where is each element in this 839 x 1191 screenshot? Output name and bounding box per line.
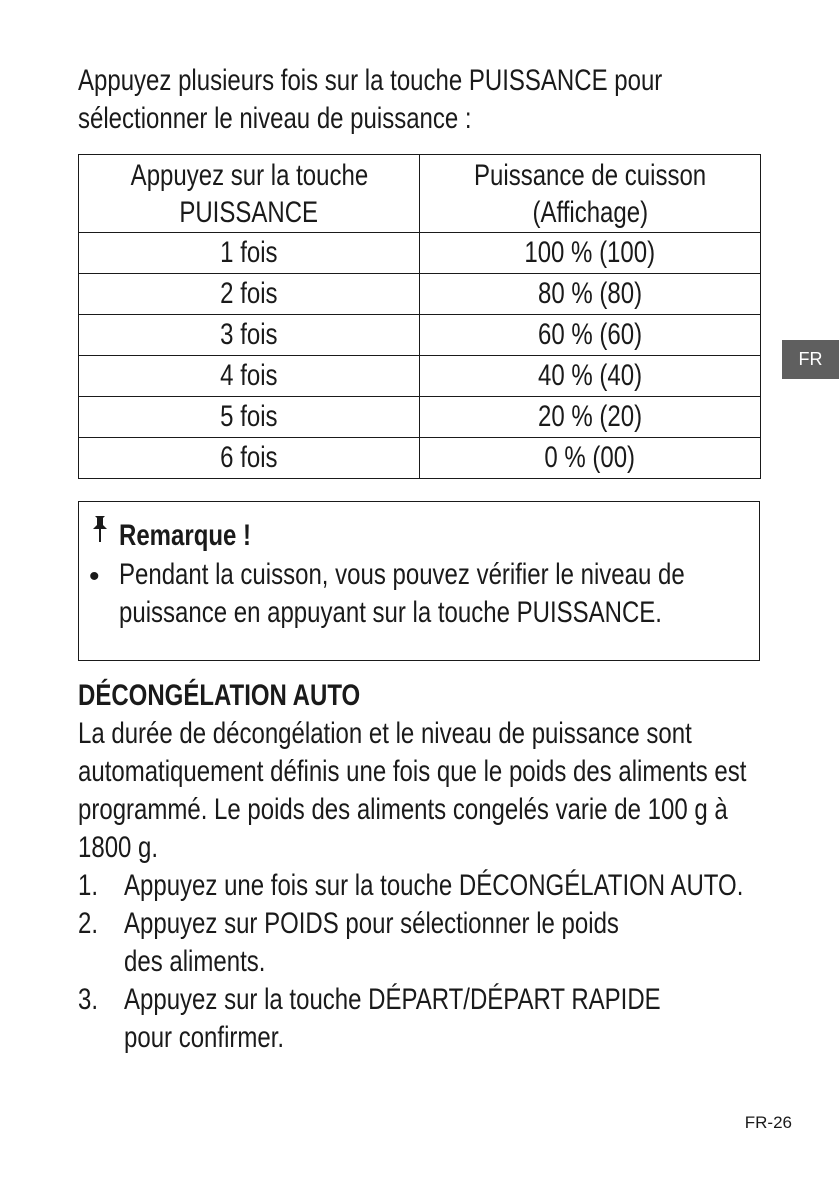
cell-presses: 2 fois — [79, 274, 420, 315]
page-number: FR-26 — [744, 1113, 792, 1132]
table-row — [79, 233, 761, 274]
cell-power: 100 % (100) — [420, 233, 761, 274]
intro-line-2: sélectionner le niveau de puissance : — [78, 102, 472, 135]
note-bullet: • — [89, 560, 100, 593]
note-text: Pendant la cuisson, vous pouvez vérifier le niveau de puissance en appuyant sur la touche PUISSANCE. — [119, 558, 685, 629]
note-box — [78, 501, 760, 661]
step-text: Appuyez sur la touche DÉPART/DÉPART RAPIDE — [124, 983, 661, 1016]
section-heading-auto-defrost: DÉCONGÉLATION AUTO — [78, 679, 361, 712]
pushpin-icon — [89, 514, 111, 544]
cell-power: 0 % (00) — [420, 438, 761, 479]
header-presses: Appuyez sur la touche PUISSANCE — [79, 155, 420, 233]
cell-presses: 3 fois — [79, 315, 420, 356]
step-text: pour confirmer. — [124, 1021, 285, 1054]
steps-list — [78, 867, 778, 1057]
table-header-row — [79, 155, 761, 233]
cell-power: 60 % (60) — [420, 315, 761, 356]
cell-power: 40 % (40) — [420, 356, 761, 397]
intro-line-1: Appuyez plusieurs fois sur la touche PUISSANCE pour — [78, 64, 663, 97]
note-title: Remarque ! — [89, 516, 284, 556]
table-row — [79, 438, 761, 479]
step-number: 1. — [78, 869, 99, 902]
step-text: Appuyez une fois sur la touche DÉCONGÉLATION AUTO. — [124, 869, 744, 902]
step-number: 3. — [78, 983, 99, 1016]
table-row — [79, 397, 761, 438]
step-text: des aliments. — [124, 945, 266, 978]
cell-presses: 5 fois — [79, 397, 420, 438]
cell-power: 20 % (20) — [420, 397, 761, 438]
power-level-table — [78, 154, 761, 479]
table-row — [79, 315, 761, 356]
table-row — [79, 274, 761, 315]
list-item-continuation — [78, 1019, 778, 1057]
cell-power: 80 % (80) — [420, 274, 761, 315]
list-item-continuation — [78, 943, 778, 981]
table-row — [79, 356, 761, 397]
list-item — [78, 905, 778, 943]
intro-paragraph — [78, 62, 778, 138]
step-number: 2. — [78, 907, 99, 940]
language-tab: FR — [782, 340, 839, 379]
step-text: Appuyez sur POIDS pour sélectionner le poids — [124, 907, 619, 940]
list-item — [78, 981, 778, 1019]
cell-presses: 4 fois — [79, 356, 420, 397]
section-body-auto-defrost: La durée de décongélation et le niveau de puissance sont automatiquement définis une fois que le poids des aliments est programmé. Le poids des aliments congelés varie de 100 g à 1800 g. — [78, 717, 747, 864]
header-power: Puissance de cuisson (Affichage) — [420, 155, 761, 233]
cell-presses: 6 fois — [79, 438, 420, 479]
list-item — [78, 867, 778, 905]
cell-presses: 1 fois — [79, 233, 420, 274]
